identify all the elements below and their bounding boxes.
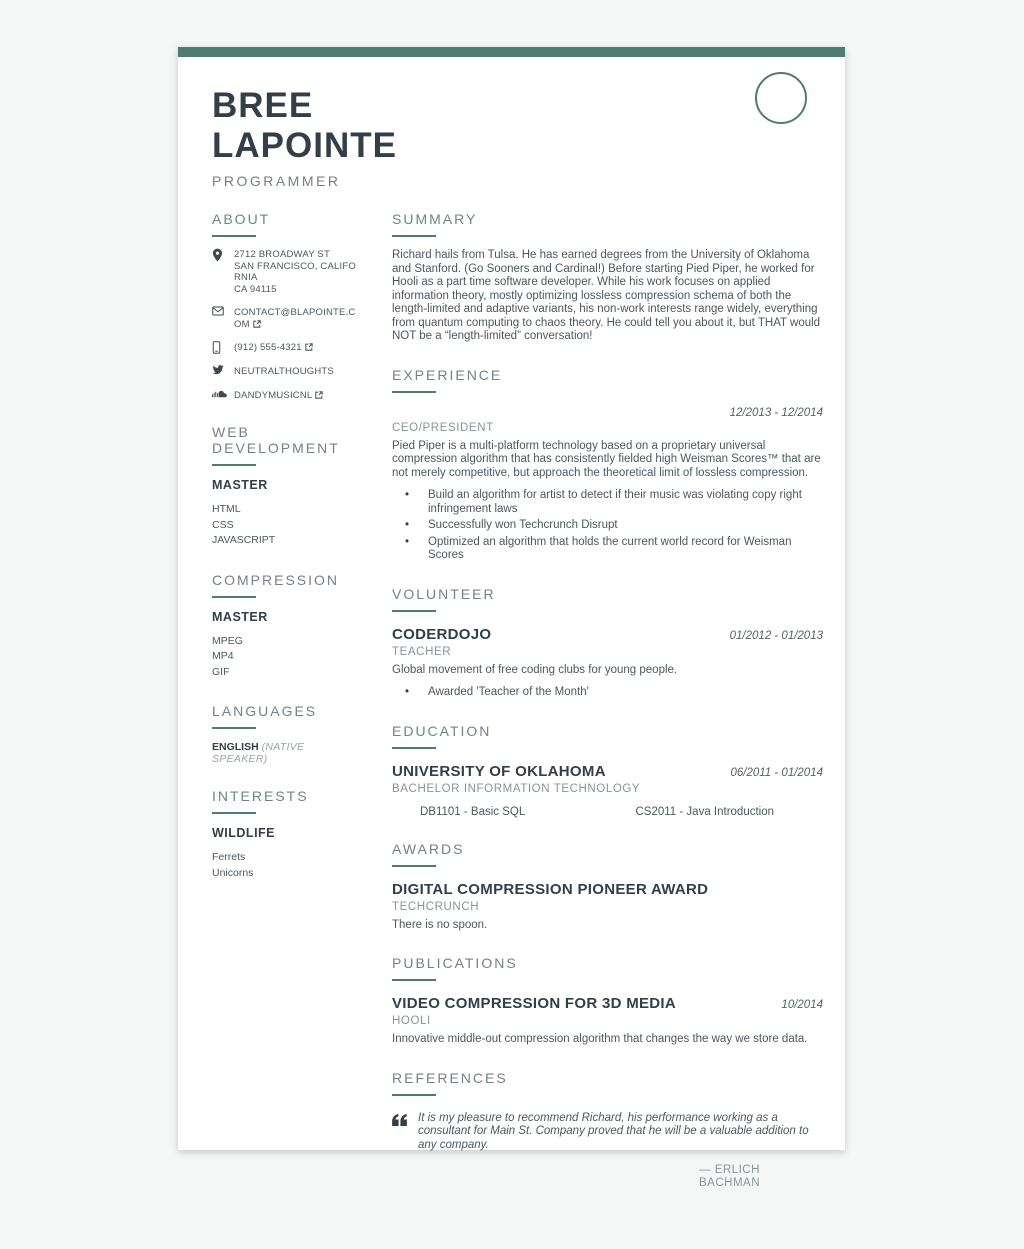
references-heading: REFERENCES — [392, 1070, 823, 1096]
interests-heading: INTERESTS — [212, 788, 362, 814]
skill-level: MASTER — [212, 609, 268, 624]
entry-subtitle: CEO/PRESIDENT — [392, 421, 494, 434]
entry-description: Innovative middle-out compression algorithm that changes the way we store data. — [392, 1033, 808, 1045]
entry-title: CODERDOJO — [392, 625, 492, 643]
section-references — [392, 1070, 823, 1191]
bullet-item: • Build an algorithm for artist to detect if their music was violating copy right infringement laws — [428, 489, 823, 516]
language-name: ENGLISH — [212, 741, 259, 753]
skill-item: MPEG — [212, 634, 243, 647]
entry-bullets — [392, 686, 823, 700]
email-row[interactable] — [212, 307, 362, 330]
awards-heading: AWARDS — [392, 841, 823, 867]
envelope-icon — [212, 306, 226, 316]
course-list — [392, 806, 823, 818]
section-languages — [212, 703, 362, 765]
address-text — [234, 249, 362, 295]
entry-date: 12/2013 - 12/2014 — [729, 406, 823, 419]
skill-group-heading: COMPRESSION — [212, 572, 362, 598]
entry-description: Pied Piper is a multi-platform technology based on a proprietary universal compression algorithm that has consistently fielded high Weisman Scores™ that are not merely competitive, but approach the theoretical limit of lossless compression. — [392, 439, 821, 479]
course-item: DB1101 - Basic SQL — [420, 805, 526, 818]
last-name: LAPOINTE — [212, 126, 397, 165]
section-education — [392, 723, 823, 818]
entry-date: 01/2012 - 01/2013 — [729, 629, 823, 642]
content-columns — [178, 211, 845, 1213]
location-pin-icon — [212, 248, 226, 262]
first-name: BREE — [212, 86, 314, 125]
section-summary — [392, 211, 823, 344]
reference-quote — [392, 1112, 823, 1153]
entry-head — [392, 626, 823, 643]
skill-item: CSS — [212, 518, 234, 531]
resume-header — [178, 57, 845, 189]
entry-title: DIGITAL COMPRESSION PIONEER AWARD — [392, 880, 709, 898]
skill-item: GIF — [212, 665, 230, 678]
entry-description: There is no spoon. — [392, 918, 488, 931]
address-line: 2712 BROADWAY ST — [234, 249, 330, 260]
course-item: CS2011 - Java Introduction — [635, 805, 775, 818]
experience-heading: EXPERIENCE — [392, 367, 823, 393]
bullet-item: • Awarded 'Teacher of the Month' — [428, 686, 823, 700]
entry-date: 10/2014 — [781, 999, 823, 1011]
twitter-row — [212, 366, 362, 378]
publication-entry — [392, 995, 823, 1047]
address-line: CA 94115 — [234, 283, 277, 295]
entry-title: UNIVERSITY OF OKLAHOMA — [392, 762, 606, 780]
avatar — [755, 72, 807, 124]
experience-entry — [392, 407, 823, 563]
entry-head — [392, 763, 823, 780]
award-entry — [392, 881, 823, 933]
summary-heading: SUMMARY — [392, 211, 823, 237]
sidebar — [212, 211, 362, 1213]
phone-row[interactable] — [212, 342, 362, 354]
twitter-bird-icon — [212, 365, 226, 375]
double-quote-icon — [392, 1114, 409, 1153]
entry-head — [392, 995, 823, 1012]
interest-item: Ferrets — [212, 851, 246, 863]
entry-subtitle: TECHCRUNCH — [392, 900, 480, 913]
quote-text: It is my pleasure to recommend Richard, his performance working as a consultant for Main St. Company proved that he will be a valuable addition to any company. — [418, 1111, 809, 1151]
education-heading: EDUCATION — [392, 723, 823, 749]
interest-category: WILDLIFE — [212, 826, 276, 840]
mobile-phone-icon — [212, 341, 226, 354]
language-note: (NATIVE SPEAKER) — [212, 741, 305, 765]
job-title: PROGRAMMER — [212, 173, 341, 189]
external-link-icon — [305, 343, 313, 351]
quote-attribution: — ERLICH BACHMAN — [699, 1164, 761, 1189]
languages-heading: LANGUAGES — [212, 703, 362, 729]
entry-title: VIDEO COMPRESSION FOR 3D MEDIA — [392, 995, 677, 1012]
external-link-icon — [315, 391, 323, 399]
main-column — [392, 211, 823, 1213]
education-entry — [392, 763, 823, 818]
phone-text[interactable]: (912) 555-4321 — [234, 342, 313, 354]
about-heading: ABOUT — [212, 211, 362, 237]
entry-subtitle: HOOLI — [392, 1015, 431, 1027]
soundcloud-row[interactable] — [212, 390, 362, 402]
email-text[interactable]: CONTACT@BLAPOINTE.COM — [234, 307, 356, 330]
skill-item: MP4 — [212, 650, 234, 662]
interest-item: Unicorns — [212, 866, 254, 879]
bullet-item: • Optimized an algorithm that holds the current world record for Weisman Scores — [428, 536, 823, 563]
skill-level: MASTER — [212, 478, 268, 492]
entry-bullets — [392, 489, 823, 563]
section-experience — [392, 367, 823, 563]
soundcloud-handle[interactable]: DANDYMUSICNL — [234, 390, 323, 402]
entry-date: 06/2011 - 01/2014 — [730, 766, 823, 779]
skill-group-heading: WEB DEVELOPMENT — [212, 424, 362, 466]
address-row — [212, 249, 362, 295]
section-about — [212, 211, 362, 401]
entry-head — [392, 407, 823, 419]
section-volunteer — [392, 586, 823, 700]
entry-subtitle: TEACHER — [392, 645, 452, 658]
resume-page — [178, 47, 845, 1189]
bullet-item: • Successfully won Techcrunch Disrupt — [428, 519, 823, 533]
section-awards — [392, 841, 823, 933]
external-link-icon — [253, 320, 261, 328]
twitter-handle: NEUTRALTHOUGHTS — [234, 366, 334, 377]
skill-item: JAVASCRIPT — [212, 534, 276, 546]
publications-heading: PUBLICATIONS — [392, 955, 823, 981]
section-interests — [212, 788, 362, 881]
accent-topbar — [178, 47, 845, 57]
skill-item: HTML — [212, 503, 241, 515]
section-skills-web-development — [212, 424, 362, 549]
language-line — [212, 741, 362, 765]
volunteer-heading: VOLUNTEER — [392, 586, 823, 612]
soundcloud-icon — [212, 389, 226, 398]
address-line: SAN FRANCISCO, CALIFORNIA — [234, 260, 356, 283]
section-skills-compression — [212, 572, 362, 681]
volunteer-entry — [392, 626, 823, 700]
entry-head — [392, 881, 823, 898]
entry-description: Global movement of free coding clubs for young people. — [392, 663, 678, 676]
section-publications — [392, 955, 823, 1047]
summary-text: Richard hails from Tulsa. He has earned degrees from the University of Oklahoma and Stanford. (Go Sooners and Cardinal!) Before starting Pied Piper, he worked for Hooli as a part time software developer. While his work focuses on applied information theory, mostly optimizing lossless compression schema of both the length-limited and adaptive variants, his non-work interests range widely, everything from quantum computing to chaos theory. He could tell you about it, but THAT would NOT be a “length-limited” conversation! — [392, 249, 821, 342]
person-name — [212, 86, 823, 166]
entry-subtitle: BACHELOR INFORMATION TECHNOLOGY — [392, 782, 641, 795]
